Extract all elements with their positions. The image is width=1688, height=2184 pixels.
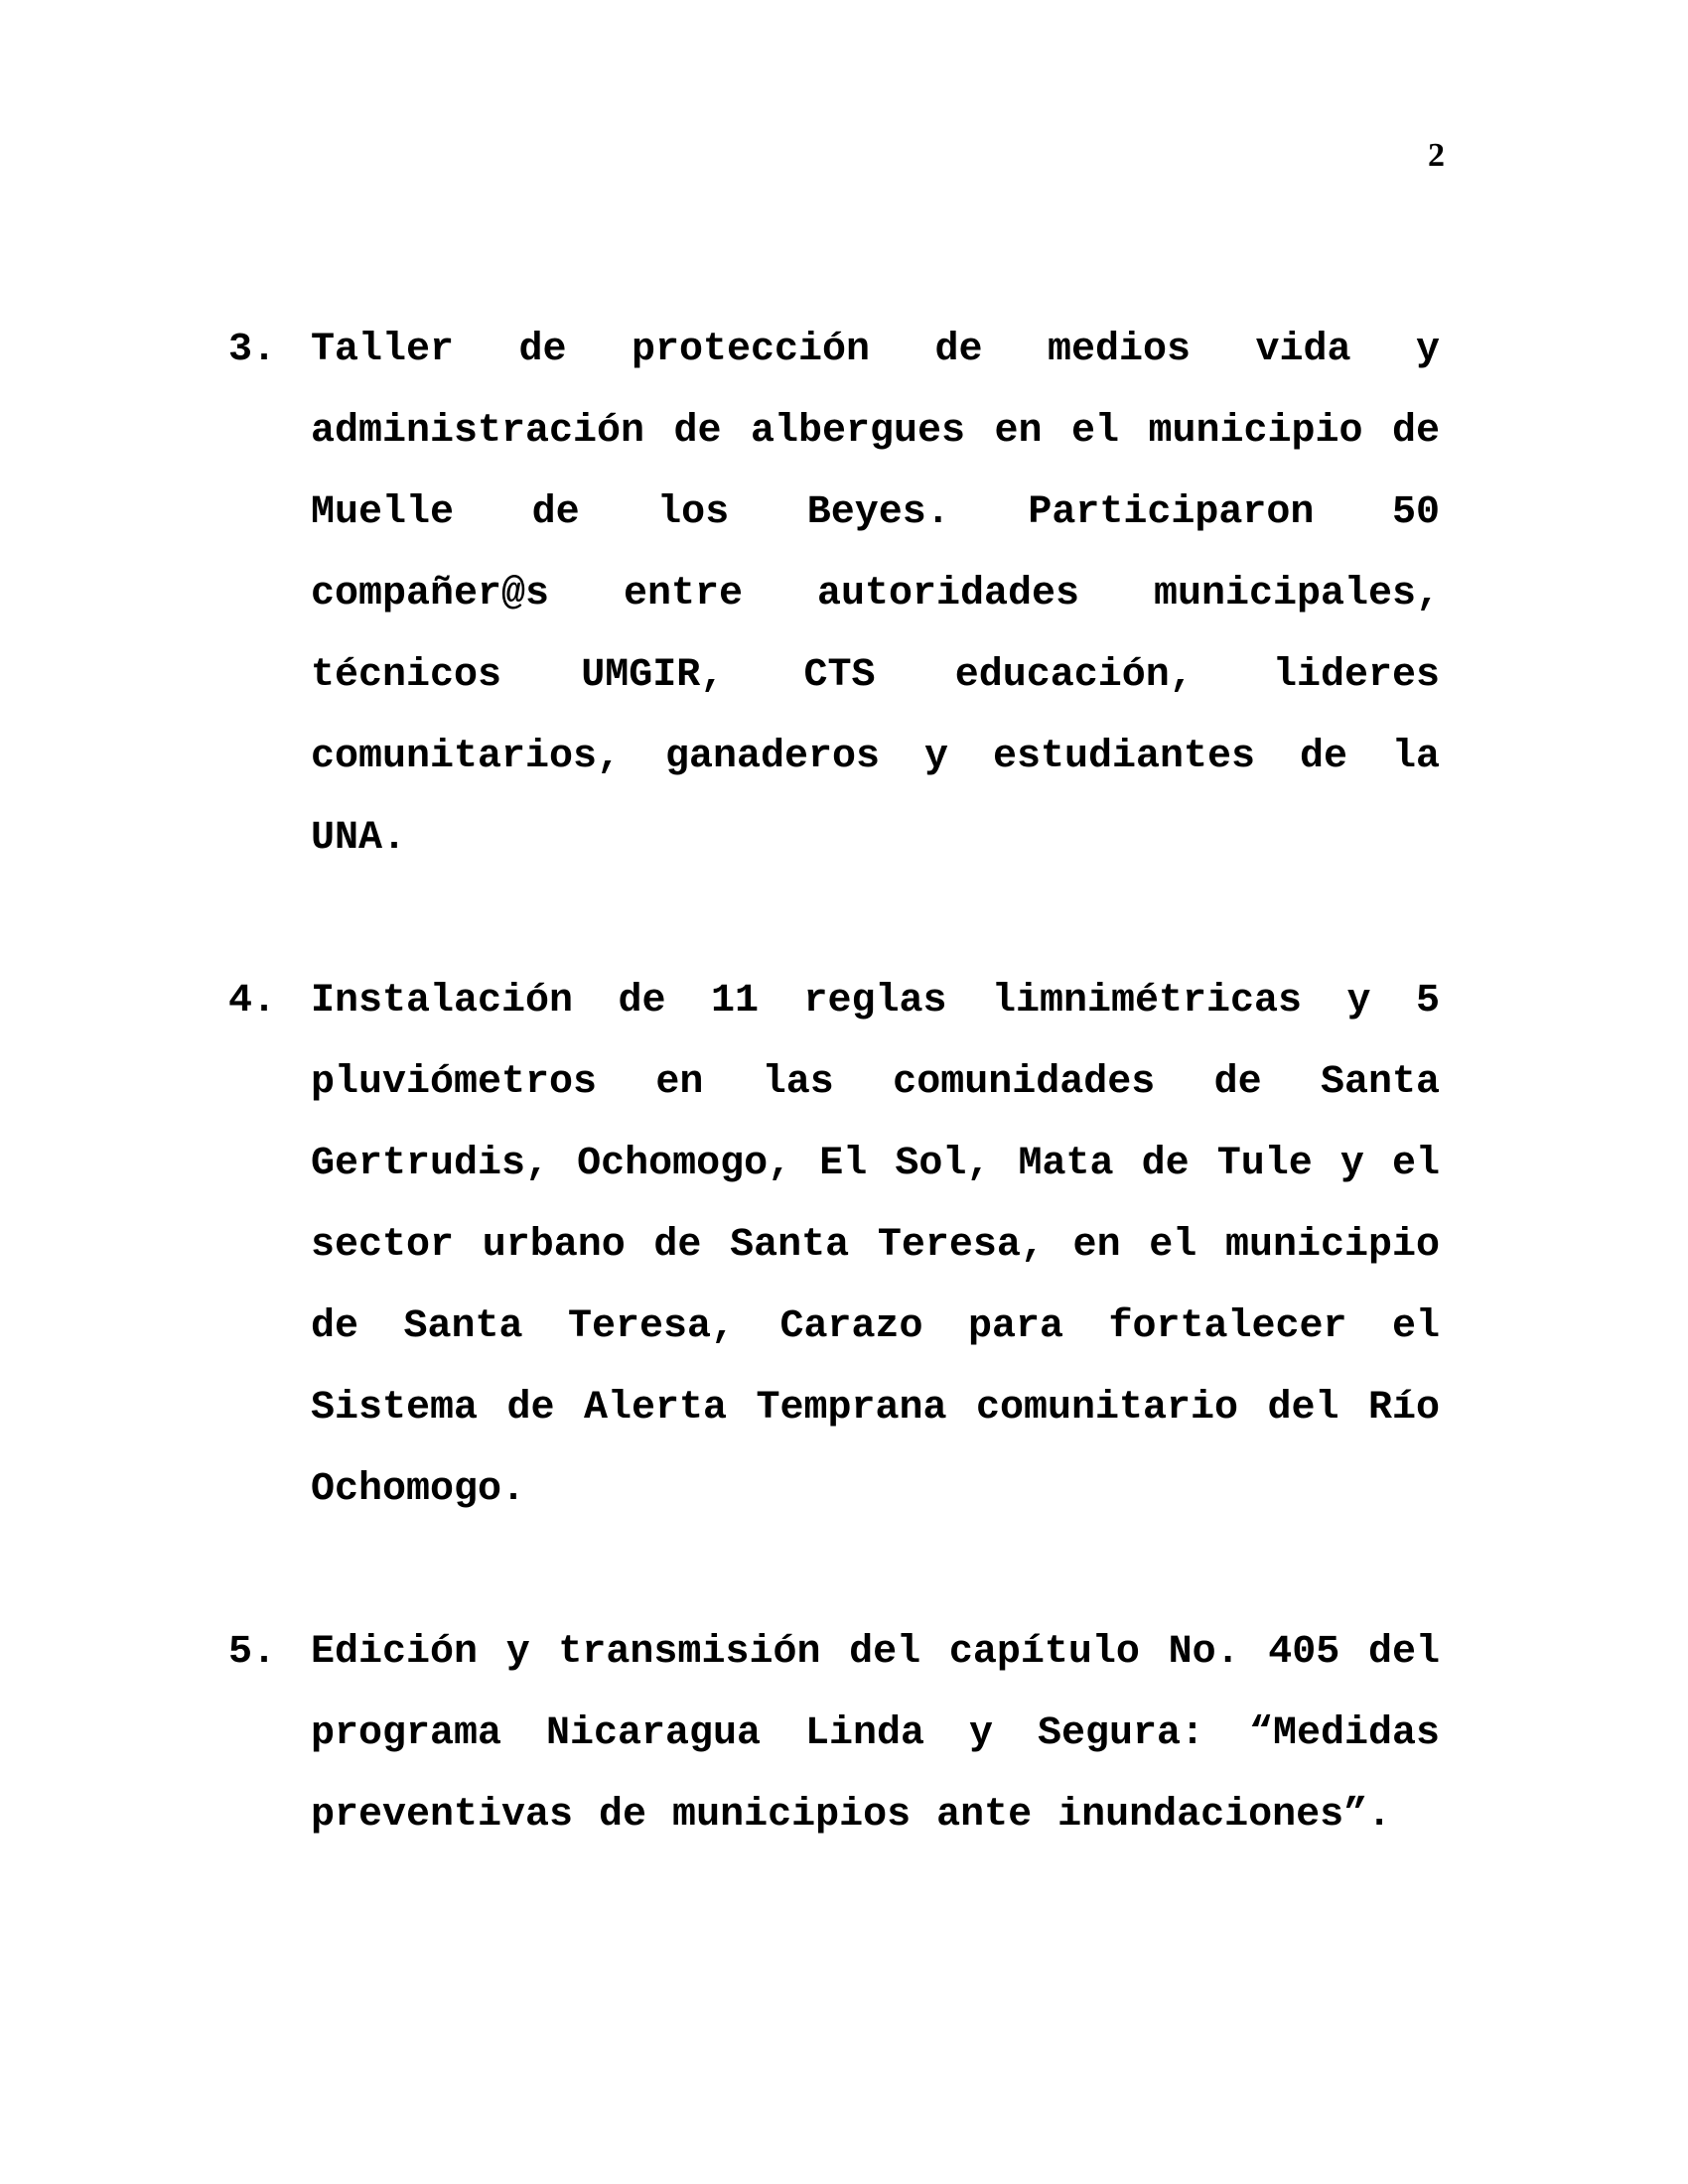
list-item-text: Taller de protección de medios vida y administración de albergues en el municipio de Muelle de los Beyes. Participaron 50 compañer@s entre autoridades municipales, técnicos UMGIR, CTS educación, lideres comunitarios, ganaderos y estudiantes de la UNA. bbox=[311, 328, 1440, 861]
list-item-number: 5. bbox=[228, 1630, 277, 1675]
list-item bbox=[228, 1612, 1440, 1856]
page-number: 2 bbox=[1428, 137, 1445, 174]
list-item-text: Edición y transmisión del capítulo No. 405 del programa Nicaragua Linda y Segura: “Medidas preventivas de municipios ante inundaciones”. bbox=[311, 1630, 1440, 1838]
list-item bbox=[228, 961, 1440, 1531]
list-item-number: 3. bbox=[228, 328, 277, 372]
numbered-list bbox=[228, 310, 1440, 1938]
list-item-number: 4. bbox=[228, 979, 277, 1024]
list-item bbox=[228, 310, 1440, 880]
list-item-text: Instalación de 11 reglas limnimétricas y 5 pluviómetros en las comunidades de Santa Gertrudis, Ochomogo, El Sol, Mata de Tule y el sector urbano de Santa Teresa, en el municipio de Santa Teresa, Carazo para fortalecer el Sistema de Alerta Temprana comunitario del Río Ochomogo. bbox=[311, 979, 1440, 1512]
